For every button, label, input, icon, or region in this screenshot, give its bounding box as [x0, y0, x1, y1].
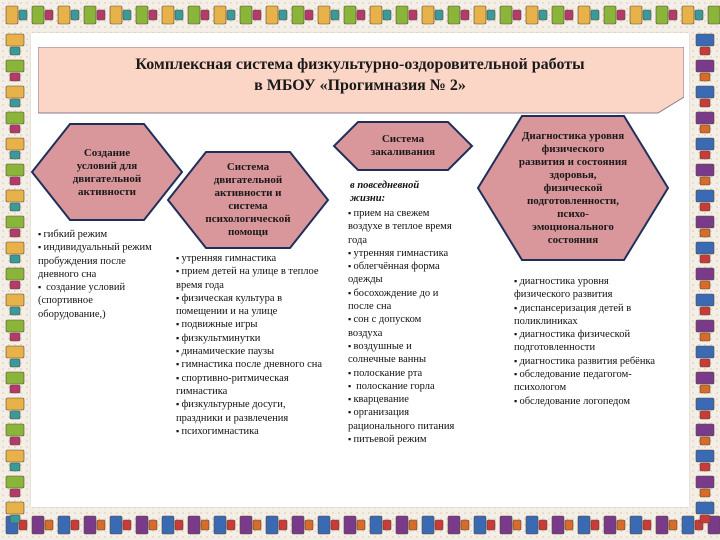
frame-tile	[630, 6, 642, 24]
frame-tile	[10, 489, 20, 497]
frame-tile	[32, 516, 44, 534]
frame-tile	[58, 516, 70, 534]
frame-tile	[10, 229, 20, 237]
frame-tile	[6, 34, 24, 46]
list-item: ▪ физкультминутки	[176, 332, 332, 345]
frame-tile	[6, 112, 24, 124]
frame-tile	[162, 516, 174, 534]
frame-tile	[696, 346, 714, 358]
frame-tile	[6, 242, 24, 254]
frame-tile	[696, 34, 714, 46]
frame-tile	[10, 333, 20, 341]
list-motor-activity	[176, 252, 332, 438]
frame-tile	[526, 6, 538, 24]
frame-tile	[474, 516, 486, 534]
frame-tile	[422, 6, 434, 24]
list-item: ▪ создание условий (спортивное оборудование,)	[38, 281, 158, 321]
frame-tile	[700, 47, 710, 55]
frame-tile	[331, 520, 339, 530]
frame-tile	[10, 463, 20, 471]
frame-tile	[6, 138, 24, 150]
frame-tile	[700, 151, 710, 159]
list-item: ▪ босохождение до и после сна	[348, 287, 458, 314]
frame-tile	[565, 10, 573, 20]
frame-tile	[682, 6, 694, 24]
list-item: ▪ прием на свежем воздухе в теплое время года	[348, 207, 458, 247]
frame-tile	[266, 516, 278, 534]
list-item: ▪ динамические паузы	[176, 345, 332, 358]
frame-tile	[700, 229, 710, 237]
frame-tile	[552, 516, 564, 534]
frame-tile	[700, 333, 710, 341]
frame-tile	[700, 281, 710, 289]
list-item: ▪ подвижные игры	[176, 318, 332, 331]
frame-tile	[253, 520, 261, 530]
frame-tile	[162, 6, 174, 24]
frame-tile	[6, 60, 24, 72]
list-item: ▪ индивидуальный режим пробуждения после дневного сна	[38, 241, 158, 281]
list-item: ▪ организация рационального питания	[348, 406, 458, 433]
frame-tile	[700, 411, 710, 419]
frame-tile	[32, 6, 44, 24]
frame-tile	[696, 424, 714, 436]
frame-tile	[6, 424, 24, 436]
list-item: ▪ физкультурные досуги, праздники и развлечения	[176, 398, 332, 425]
frame-tile	[331, 10, 339, 20]
frame-tile	[700, 203, 710, 211]
title-line-1: Комплексная система физкультурно-оздоровительной работы	[135, 56, 585, 73]
frame-tile	[10, 515, 20, 523]
frame-tile	[6, 502, 24, 514]
frame-tile	[383, 520, 391, 530]
frame-tile	[305, 520, 313, 530]
frame-tile	[84, 6, 96, 24]
list-item: ▪ физическая культура в помещении и на улице	[176, 292, 332, 319]
frame-tile	[6, 398, 24, 410]
frame-tile	[696, 502, 714, 514]
frame-tile	[97, 520, 105, 530]
frame-tile	[6, 450, 24, 462]
frame-tile	[696, 112, 714, 124]
frame-tile	[604, 516, 616, 534]
frame-tile	[344, 6, 356, 24]
frame-tile	[6, 86, 24, 98]
list-item: ▪ спортивно-ритмическая гимнастика	[176, 372, 332, 399]
frame-tile	[448, 516, 460, 534]
frame-tile	[188, 6, 200, 24]
frame-tile	[591, 10, 599, 20]
frame-tile	[10, 73, 20, 81]
frame-tile	[123, 520, 131, 530]
frame-tile	[305, 10, 313, 20]
frame-tile	[617, 10, 625, 20]
frame-tile	[10, 385, 20, 393]
frame-tile	[669, 520, 677, 530]
frame-tile	[700, 125, 710, 133]
frame-tile	[6, 346, 24, 358]
frame-tile	[474, 6, 486, 24]
frame-tile	[696, 320, 714, 332]
list-diagnostics	[514, 275, 658, 408]
frame-tile	[201, 520, 209, 530]
frame-tile	[279, 10, 287, 20]
frame-tile	[227, 10, 235, 20]
frame-tile	[6, 190, 24, 202]
frame-tile	[461, 10, 469, 20]
frame-tile	[700, 463, 710, 471]
frame-tile	[487, 10, 495, 20]
frame-tile	[6, 294, 24, 306]
frame-tile	[696, 372, 714, 384]
frame-tile	[617, 520, 625, 530]
frame-tile	[45, 10, 53, 20]
frame-tile	[6, 6, 18, 24]
frame-tile	[696, 476, 714, 488]
frame-tile	[292, 6, 304, 24]
hex-label-diagnostics: Диагностика уровня физического развития и состояния здоровья, физической подготовленности, психо- эмоционального состояния	[518, 129, 628, 246]
frame-tile	[201, 10, 209, 20]
frame-tile	[214, 6, 226, 24]
frame-tile	[700, 177, 710, 185]
frame-tile	[630, 516, 642, 534]
frame-tile	[700, 515, 710, 523]
frame-tile	[84, 516, 96, 534]
frame-tile	[682, 516, 694, 534]
list-hardening	[348, 207, 458, 446]
frame-tile	[6, 216, 24, 228]
frame-tile	[700, 307, 710, 315]
frame-tile	[58, 6, 70, 24]
frame-tile	[695, 520, 703, 530]
frame-tile	[435, 520, 443, 530]
frame-tile	[6, 372, 24, 384]
frame-tile	[696, 294, 714, 306]
hex-label-create-conditions: Создание условий для двигательной активности	[72, 147, 142, 198]
frame-tile	[383, 10, 391, 20]
frame-tile	[175, 10, 183, 20]
frame-tile	[696, 216, 714, 228]
hex-label-motor-activity: Система двигательной активности и система психологической помощи	[205, 161, 291, 238]
frame-tile	[71, 10, 79, 20]
frame-tile	[188, 516, 200, 534]
frame-tile	[97, 10, 105, 20]
frame-tile	[409, 10, 417, 20]
frame-tile	[240, 6, 252, 24]
frame-tile	[396, 516, 408, 534]
list-item: ▪ обследование педагогом-психологом	[514, 368, 658, 395]
frame-tile	[240, 516, 252, 534]
list-create-conditions	[38, 228, 158, 321]
frame-tile	[10, 47, 20, 55]
frame-tile	[656, 6, 668, 24]
frame-tile	[357, 10, 365, 20]
frame-tile	[19, 10, 27, 20]
frame-tile	[461, 520, 469, 530]
frame-tile	[370, 6, 382, 24]
list-item: ▪ полоскание горла	[348, 380, 458, 393]
list-item: ▪ прием детей на улице в теплое время года	[176, 265, 332, 292]
frame-tile	[10, 437, 20, 445]
frame-tile	[136, 516, 148, 534]
frame-tile	[10, 177, 20, 185]
frame-tile	[292, 516, 304, 534]
frame-tile	[700, 73, 710, 81]
frame-tile	[643, 520, 651, 530]
frame-tile	[266, 6, 278, 24]
frame-tile	[136, 6, 148, 24]
hardening-caption: в повседневной жизни:	[350, 180, 420, 204]
list-item: ▪ гимнастика после дневного сна	[176, 358, 332, 371]
frame-tile	[487, 520, 495, 530]
frame-tile	[696, 190, 714, 202]
frame-tile	[279, 520, 287, 530]
frame-tile	[396, 6, 408, 24]
frame-tile	[696, 398, 714, 410]
frame-tile	[10, 359, 20, 367]
frame-tile	[344, 516, 356, 534]
frame-tile	[696, 164, 714, 176]
frame-tile	[669, 10, 677, 20]
frame-tile	[700, 437, 710, 445]
frame-tile	[6, 320, 24, 332]
list-item: ▪ диагностика развития ребёнка	[514, 355, 658, 368]
frame-tile	[175, 520, 183, 530]
frame-tile	[10, 99, 20, 107]
frame-tile	[149, 10, 157, 20]
frame-tile	[357, 520, 365, 530]
frame-tile	[696, 268, 714, 280]
frame-tile	[10, 203, 20, 211]
list-item: ▪ диагностика физической подготовленности	[514, 328, 658, 355]
frame-tile	[10, 411, 20, 419]
frame-tile	[643, 10, 651, 20]
frame-tile	[10, 307, 20, 315]
frame-tile	[513, 10, 521, 20]
frame-tile	[10, 281, 20, 289]
frame-tile	[110, 516, 122, 534]
frame-tile	[10, 125, 20, 133]
list-item: ▪ облегчённая форма одежды	[348, 260, 458, 287]
frame-tile	[700, 489, 710, 497]
frame-tile	[708, 516, 720, 534]
frame-tile	[6, 164, 24, 176]
frame-tile	[578, 6, 590, 24]
frame-tile	[696, 86, 714, 98]
frame-tile	[696, 138, 714, 150]
frame-tile	[539, 10, 547, 20]
frame-tile	[6, 476, 24, 488]
frame-tile	[370, 516, 382, 534]
list-item: ▪ диагностика уровня физического развития	[514, 275, 658, 302]
frame-tile	[422, 516, 434, 534]
frame-tile	[708, 6, 720, 24]
list-item: ▪ утренняя гимнастика	[176, 252, 332, 265]
frame-tile	[10, 255, 20, 263]
frame-tile	[700, 99, 710, 107]
list-item: ▪ полоскание рта	[348, 367, 458, 380]
list-item: ▪ обследование логопедом	[514, 395, 658, 408]
frame-tile	[110, 6, 122, 24]
frame-tile	[700, 255, 710, 263]
list-item: ▪ диспансеризация детей в поликлиниках	[514, 302, 658, 329]
frame-tile	[149, 520, 157, 530]
frame-tile	[604, 6, 616, 24]
frame-tile	[526, 516, 538, 534]
frame-tile	[695, 10, 703, 20]
frame-tile	[700, 359, 710, 367]
frame-tile	[513, 520, 521, 530]
frame-tile	[19, 520, 27, 530]
frame-tile	[123, 10, 131, 20]
frame-tile	[656, 516, 668, 534]
frame-tile	[435, 10, 443, 20]
frame-tile	[10, 151, 20, 159]
list-item: ▪ психогимнастика	[176, 425, 332, 438]
frame-tile	[696, 450, 714, 462]
page-title	[40, 54, 680, 96]
list-item: ▪ утренняя гимнастика	[348, 247, 458, 260]
list-item: ▪ воздушные и солнечные ванны	[348, 340, 458, 367]
frame-tile	[409, 520, 417, 530]
list-item: ▪ кварцевание	[348, 393, 458, 406]
frame-tile	[696, 242, 714, 254]
frame-tile	[552, 6, 564, 24]
list-item: ▪ сон с допуском воздуха	[348, 313, 458, 340]
frame-tile	[578, 516, 590, 534]
frame-tile	[700, 385, 710, 393]
frame-tile	[500, 6, 512, 24]
frame-tile	[565, 520, 573, 530]
frame-tile	[6, 268, 24, 280]
frame-tile	[448, 6, 460, 24]
title-line-2: в МБОУ «Прогимназия № 2»	[254, 77, 466, 94]
frame-tile	[71, 520, 79, 530]
frame-tile	[591, 520, 599, 530]
frame-tile	[318, 6, 330, 24]
frame-tile	[539, 520, 547, 530]
list-item: ▪ гибкий режим	[38, 228, 158, 241]
hex-label-hardening: Система закаливания	[370, 133, 436, 158]
frame-tile	[214, 516, 226, 534]
frame-tile	[318, 516, 330, 534]
frame-tile	[6, 516, 18, 534]
frame-tile	[696, 60, 714, 72]
list-item: ▪ питьевой режим	[348, 433, 458, 446]
frame-tile	[227, 520, 235, 530]
frame-tile	[500, 516, 512, 534]
frame-tile	[45, 520, 53, 530]
frame-tile	[253, 10, 261, 20]
